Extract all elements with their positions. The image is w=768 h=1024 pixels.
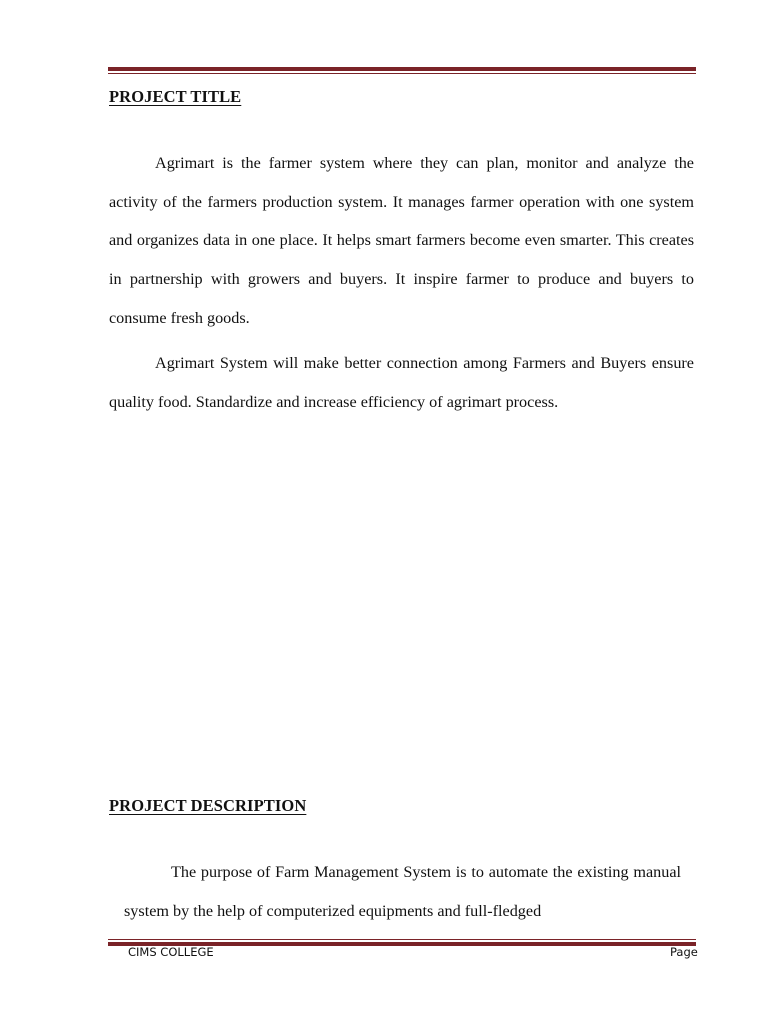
section-heading-project-title: PROJECT TITLE bbox=[109, 87, 242, 106]
paragraph-agrimart-intro: Agrimart is the farmer system where they can plan, monitor and analyze the activity of the farmers production system. It manages farmer operation with one system and organizes data in one place. It helps smart farmers become even smarter. This creates in partnership with growers and buyers. It inspire farmer to produce and buyers to consume fresh goods. bbox=[109, 154, 694, 327]
header-rule bbox=[108, 67, 696, 74]
paragraph-purpose: The purpose of Farm Management System is to automate the existing manual system by the help of computerized equipments and full-fledged bbox=[124, 863, 681, 920]
paragraph-agrimart-system: Agrimart System will make better connection among Farmers and Buyers ensure quality food. Standardize and increase efficiency of agrimart process. bbox=[109, 354, 694, 411]
footer-college-name: CIMS COLLEGE bbox=[128, 945, 214, 959]
footer-page-label: Page bbox=[670, 945, 698, 959]
section-heading-project-description: PROJECT DESCRIPTION bbox=[109, 796, 307, 815]
